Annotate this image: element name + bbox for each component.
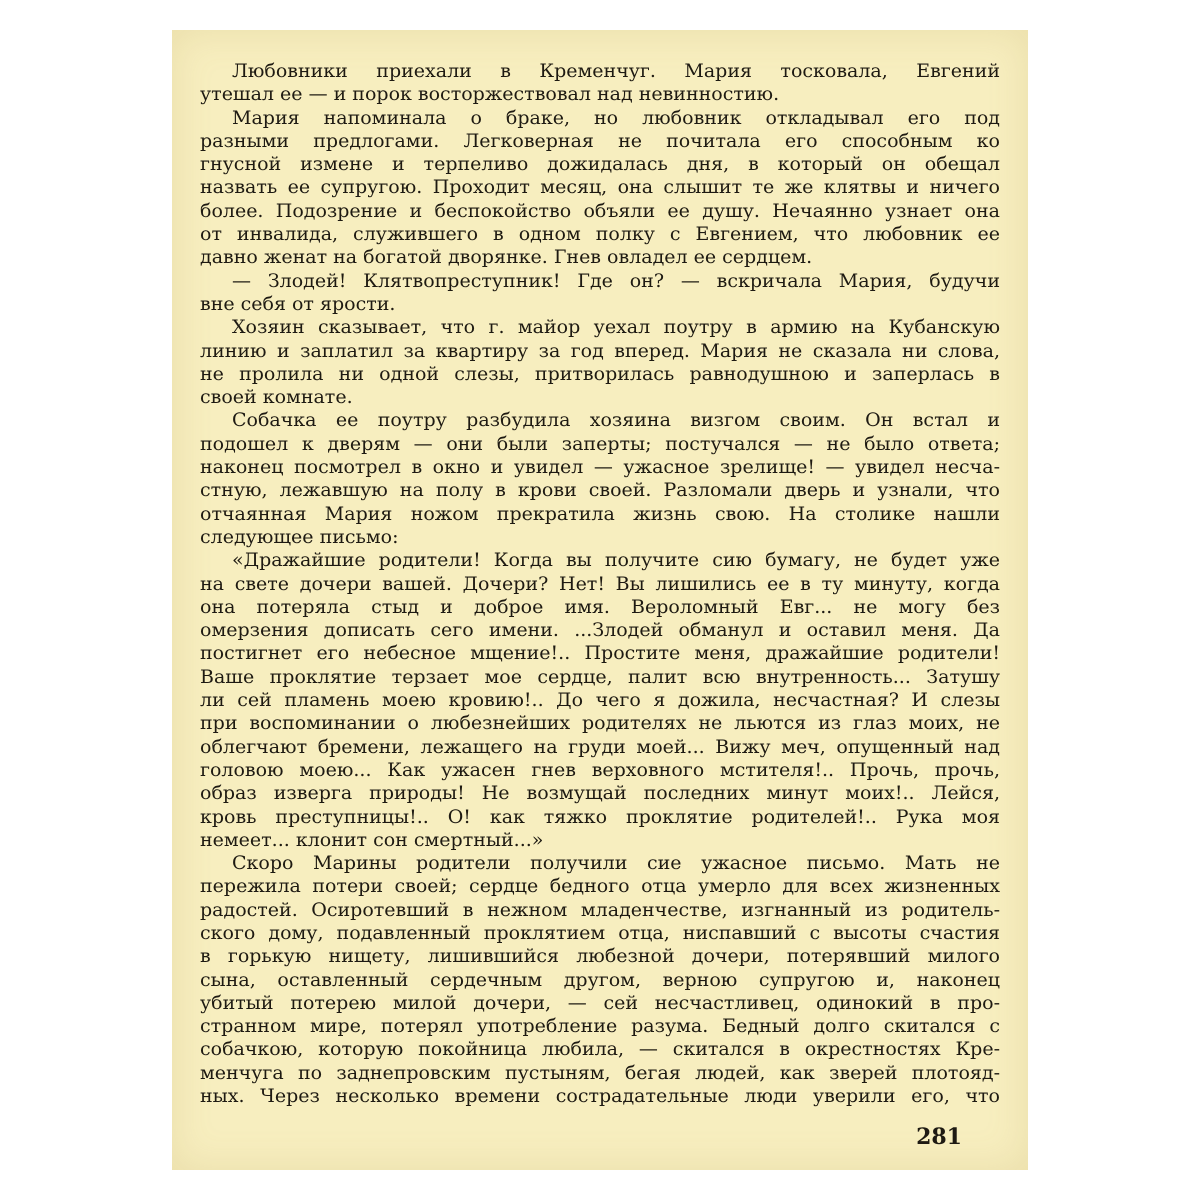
text-line: подошел к дверям — они были заперты; постучался — не было ответа; — [200, 432, 1000, 455]
text-line: «Дражайшие родители! Когда вы получите сию бумагу, не будет уже — [232, 549, 1000, 572]
text-line: Хозяин сказывает, что г. майор уехал поутру в армию на Кубанскую — [232, 316, 1000, 339]
text-line: давно женат на богатой дворянке. Гнев овладел ее сердцем. — [200, 246, 813, 269]
text-line: собачкою, которую покойница любила, — скитался в окрестностях Кре- — [200, 1038, 1000, 1061]
text-line: кровь преступницы!.. О! как тяжко проклятие родителей!.. Рука моя — [200, 805, 1000, 828]
text-line: назвать ее супругою. Проходит месяц, она слышит те же клятвы и ничего — [200, 176, 1000, 199]
text-line: Мария напоминала о браке, но любовник откладывал его под — [232, 106, 1000, 129]
text-line: следующее письмо: — [200, 525, 399, 548]
text-line: линию и заплатил за квартиру за год вперед. Мария не сказала ни слова, — [200, 339, 1000, 362]
text-line: Ваше проклятие терзает мое сердце, палит всю внутренность... Затушу — [200, 665, 1000, 688]
text-line: убитый потерею милой дочери, — сей несчастливец, одинокий в про- — [200, 991, 1000, 1014]
text-line: утешал ее — и порок восторжествовал над невинностию. — [200, 83, 780, 106]
text-line: Скоро Марины родители получили сие ужасное письмо. Мать не — [232, 852, 1000, 875]
book-page — [172, 30, 1028, 1170]
text-line: постигнет его небесное мщение!.. Простите меня, дражайшие родители! — [200, 642, 1000, 665]
text-line: менчуга по заднепровским пустыням, бегая людей, как зверей плотояд- — [200, 1061, 1000, 1084]
text-line: странном мире, потерял употребление разума. Бедный долго скитался с — [200, 1015, 1000, 1038]
text-line: облегчают бремени, лежащего на груди моей... Вижу меч, опущенный над — [200, 735, 1000, 758]
text-line: не пролила ни одной слезы, притворилась равнодушною и заперлась в — [200, 362, 1000, 385]
text-line: головою моею... Как ужасен гнев верховного мстителя!.. Прочь, прочь, — [200, 758, 1000, 781]
text-line: разными предлогами. Легковерная не почитала его способным ко — [200, 129, 1000, 152]
text-line: отчаянная Мария ножом прекратила жизнь свою. На столике нашли — [200, 502, 1000, 525]
text-line: от инвалида, служившего в одном полку с Евгением, что любовник ее — [200, 223, 1000, 246]
text-line: пережила потери своей; сердце бедного отца умерло для всех жизненных — [200, 875, 1000, 898]
text-line: омерзения дописать сего имени. ...Злодей обманул и оставил меня. Да — [200, 619, 1000, 642]
text-line: гнусной измене и терпеливо дожидалась дня, в который он обещал — [200, 153, 1000, 176]
text-line: стную, лежавшую на полу в крови своей. Разломали дверь и узнали, что — [200, 479, 1000, 502]
text-line: Любовники приехали в Кременчуг. Мария тосковала, Евгений — [232, 60, 1000, 82]
text-line: в горькую нищету, лишившийся любезной дочери, потерявший милого — [200, 945, 1000, 968]
text-line: она потеряла стыд и доброе имя. Вероломный Евг... не могу без — [200, 595, 1000, 618]
text-line: Собачка ее поутру разбудила хозяина визгом своим. Он встал и — [232, 409, 1000, 432]
text-line: вне себя от ярости. — [200, 292, 396, 315]
text-line: сына, оставленный сердечным другом, верною супругою и, наконец — [200, 968, 1000, 991]
text-line: более. Подозрение и беспокойство объяли ее душу. Нечаянно узнает она — [200, 199, 1000, 222]
text-line: на свете дочери вашей. Дочери? Нет! Вы лишились ее в ту минуту, когда — [200, 572, 1000, 595]
text-line: при воспоминании о любезнейших родителях не льются из глаз моих, не — [200, 712, 1000, 735]
page-number: 281 — [916, 1124, 962, 1150]
text-line: — Злодей! Клятвопреступник! Где он? — вскричала Мария, будучи — [232, 269, 1000, 292]
text-line: ных. Через несколько времени сострадательные люди уверили его, что — [200, 1085, 1000, 1108]
text-line: образ изверга природы! Не возмущай последних минут моих!.. Лейся, — [200, 782, 1000, 805]
text-line: ли сей пламень моею кровию!.. До чего я дожила, несчастная? И слезы — [200, 689, 1000, 712]
text-line: своей комнате. — [200, 386, 353, 409]
text-line: наконец посмотрел в окно и увидел — ужасное зрелище! — увидел несча- — [200, 456, 1000, 479]
page-text — [200, 60, 1000, 1108]
text-line: немеет... клонит сон смертный...» — [200, 828, 544, 851]
text-line: радостей. Осиротевший в нежном младенчестве, изгнанный из родитель- — [200, 898, 1000, 921]
text-line: ского дому, подавленный проклятием отца, ниспавший с высоты счастия — [200, 921, 1000, 944]
